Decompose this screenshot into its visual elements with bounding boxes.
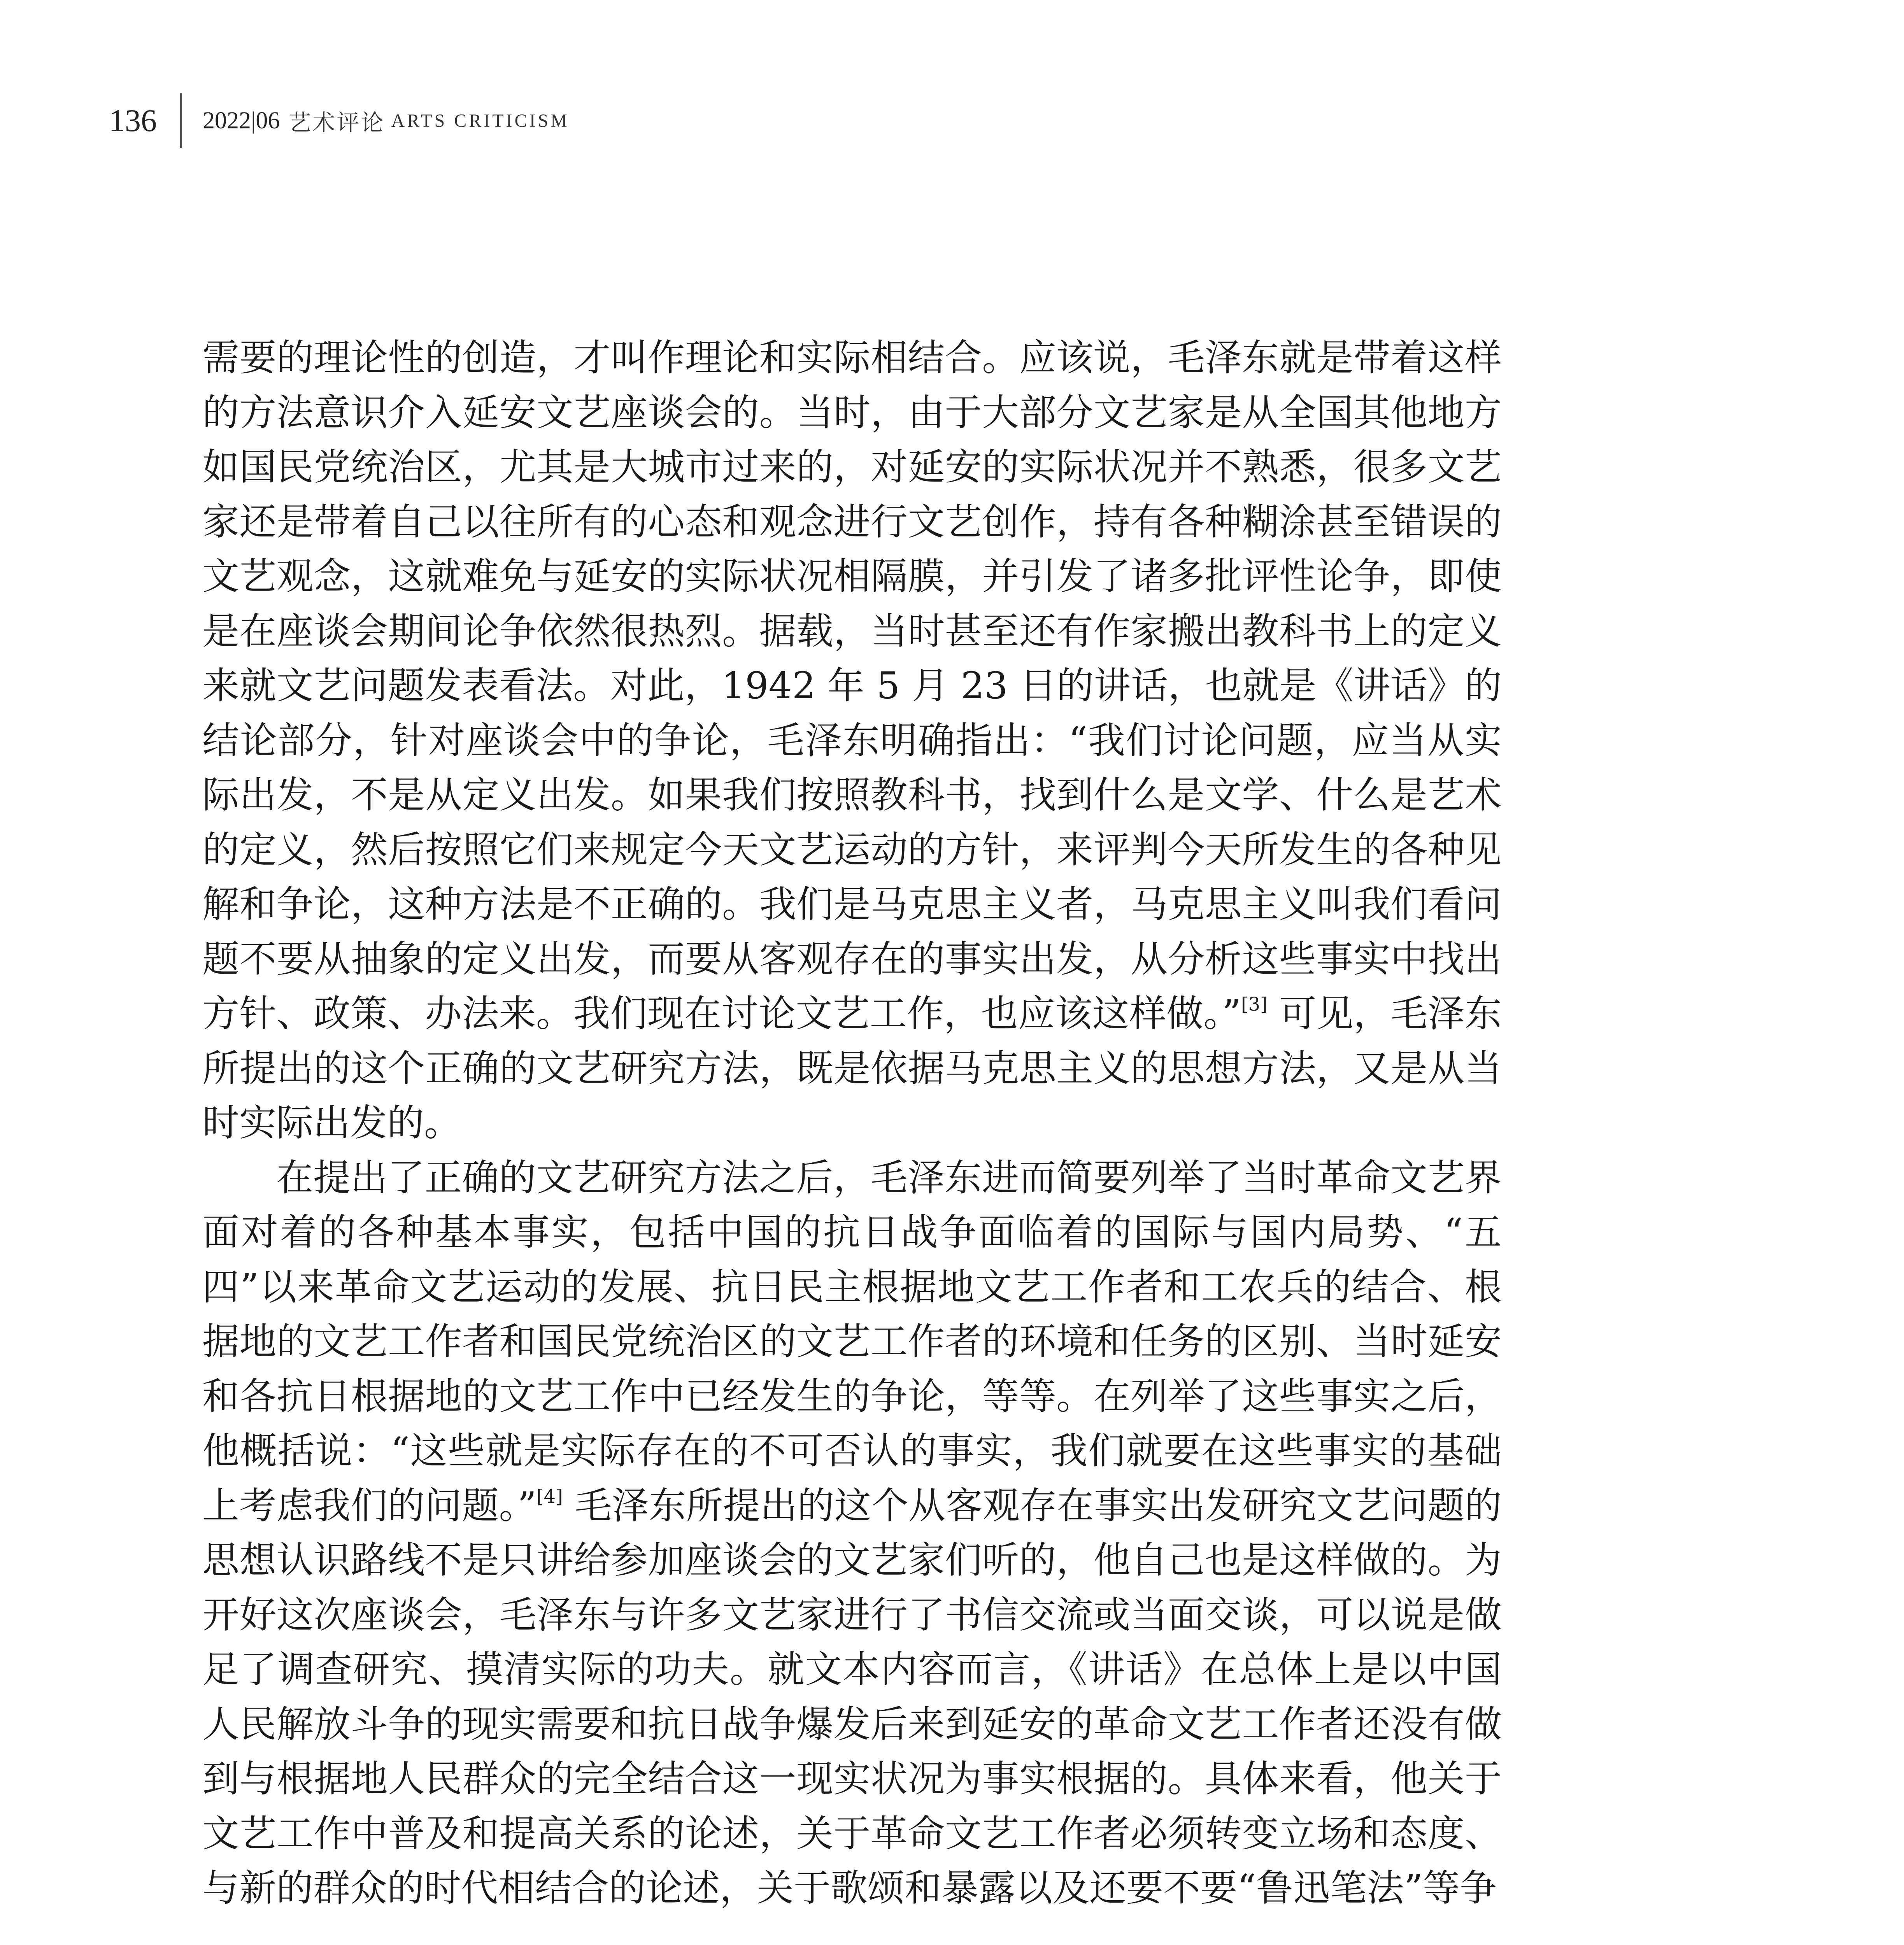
article-body [202,331,1502,1916]
journal-title-en: ARTS CRITICISM [391,110,570,131]
paragraph [202,331,1502,1151]
paragraph-text: 需要的理论性的创造，才叫作理论和实际相结合。应该说，毛泽东就是带着这样的方法意识介入延安文艺座谈会的。当时，由于大部分文艺家是从全国其他地方如国民党统治区，尤其是大城市过来的，对延安的实际状况并不熟悉，很多文艺家还是带着自己以往所有的心态和观念进行文艺创作，持有各种糊涂甚至错误的文艺观念，这就难免与延安的实际状况相隔膜，并引发了诸多批评性论争，即使是在座谈会期间论争依然很热烈。据载，当时甚至还有作家搬出教科书上的定义来就文艺问题发表看法。对此，1942 年 5 月 23 日的讲话，也就是《讲话》的结论部分，针对座谈会中的争论，毛泽东明确指出：“我们讨论问题，应当从实际出发，不是从定义出发。如果我们按照教科书，找到什么是文学、什么是艺术的定义，然后按照它们来规定今天文艺运动的方针，来评判今天所发生的各种见解和争论，这种方法是不正确的。我们是马克思主义者，马克思主义叫我们看问题不要从抽象的定义出发，而要从客观存在的事实出发，从分析这些事实中找出方针、政策、办法来。我们现在讨论文艺工作，也应该这样做。” [202,336,1502,1035]
running-header [109,93,570,148]
paragraph-text: 可见，毛泽东所提出的这个正确的文艺研究方法，既是依据马克思主义的思想方法，又是从当时实际出发的。 [202,992,1502,1144]
header-divider [180,93,182,148]
page-number: 136 [109,103,157,138]
paragraph-text: 在提出了正确的文艺研究方法之后，毛泽东进而简要列举了当时革命文艺界面对着的各种基本事实，包括中国的抗日战争面临着的国际与国内局势、“五四”以来革命文艺运动的发展、抗日民主根据地文艺工作者和工农兵的结合、根据地的文艺工作者和国民党统治区的文艺工作者的环境和任务的区别、当时延安和各抗日根据地的文艺工作中已经发生的争论，等等。在列举了这些事实之后，他概括说：“这些就是实际存在的不可否认的事实，我们就要在这些事实的基础上考虑我们的问题。” [202,1156,1502,1527]
citation-ref: [4] [536,1485,563,1507]
issue-number: 2022|06 [203,107,280,134]
citation-ref: [3] [1241,994,1268,1015]
paragraph-text: 毛泽东所提出的这个从客观存在事实出发研究文艺问题的思想认识路线不是只讲给参加座谈会的文艺家们听的，他自己也是这样做的。为开好这次座谈会，毛泽东与许多文艺家进行了书信交流或当面交谈，可以说是做足了调查研究、摸清实际的功夫。就文本内容而言，《讲话》在总体上是以中国人民解放斗争的现实需要和抗日战争爆发后来到延安的革命文艺工作者还没有做到与根据地人民群众的完全结合这一现实状况为事实根据的。具体来看，他关于文艺工作中普及和提高关系的论述，关于革命文艺工作者必须转变立场和态度、与新的群众的时代相结合的论述，关于歌颂和暴露以及还要不要“鲁迅笔法”等争 [202,1484,1502,1910]
journal-title-cn: 艺术评论 [288,110,385,135]
paragraph [202,1151,1502,1916]
